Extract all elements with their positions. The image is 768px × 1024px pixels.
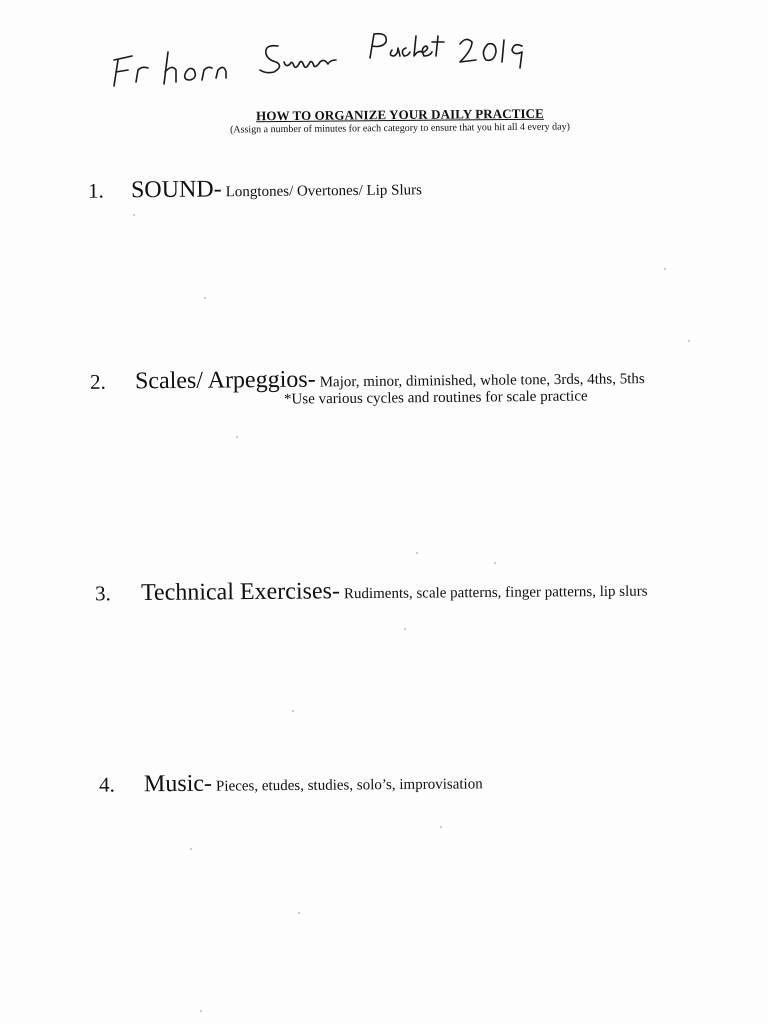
category-heading: SOUND-: [130, 176, 222, 204]
category-detail: Pieces, etudes, studies, solo’s, improvisation: [215, 776, 483, 795]
practice-category-sound: [88, 174, 422, 204]
scales-practice-note: *Use various cycles and routines for scale practice: [283, 388, 588, 408]
scan-speck: [404, 628, 406, 630]
category-number: 2.: [89, 369, 106, 394]
page-subtitle: (Assign a number of minutes for each category to ensure that you hit all 4 every day): [230, 121, 570, 136]
category-detail: Longtones/ Overtones/ Lip Slurs: [225, 182, 423, 201]
scan-speck: [292, 710, 294, 712]
practice-category-music: [99, 768, 483, 798]
practice-category-technical: [95, 576, 648, 608]
handwritten-note: [108, 28, 528, 98]
scan-speck: [298, 912, 300, 914]
category-number: 4.: [98, 772, 115, 797]
category-detail: Rudiments, scale patterns, finger patterns, lip slurs: [343, 583, 648, 603]
scan-speck: [204, 297, 206, 299]
page-title: HOW TO ORGANIZE YOUR DAILY PRACTICE: [256, 105, 544, 124]
scan-speck: [200, 1010, 202, 1012]
scan-speck: [236, 436, 238, 438]
scan-speck: [494, 562, 496, 564]
scan-speck: [133, 214, 135, 216]
scan-speck: [440, 826, 442, 828]
scan-speck: [190, 848, 192, 850]
category-number: 1.: [87, 178, 104, 203]
scan-speck: [416, 552, 418, 554]
category-heading: Scales/ Arpeggios-: [134, 366, 316, 395]
category-heading: Music-: [143, 770, 213, 798]
category-number: 3.: [94, 581, 111, 606]
category-detail: Major, minor, diminished, whole tone, 3rds, 4ths, 5ths: [319, 371, 645, 391]
scan-speck: [688, 340, 690, 342]
category-heading: Technical Exercises-: [140, 578, 341, 607]
scan-speck: [664, 268, 666, 270]
